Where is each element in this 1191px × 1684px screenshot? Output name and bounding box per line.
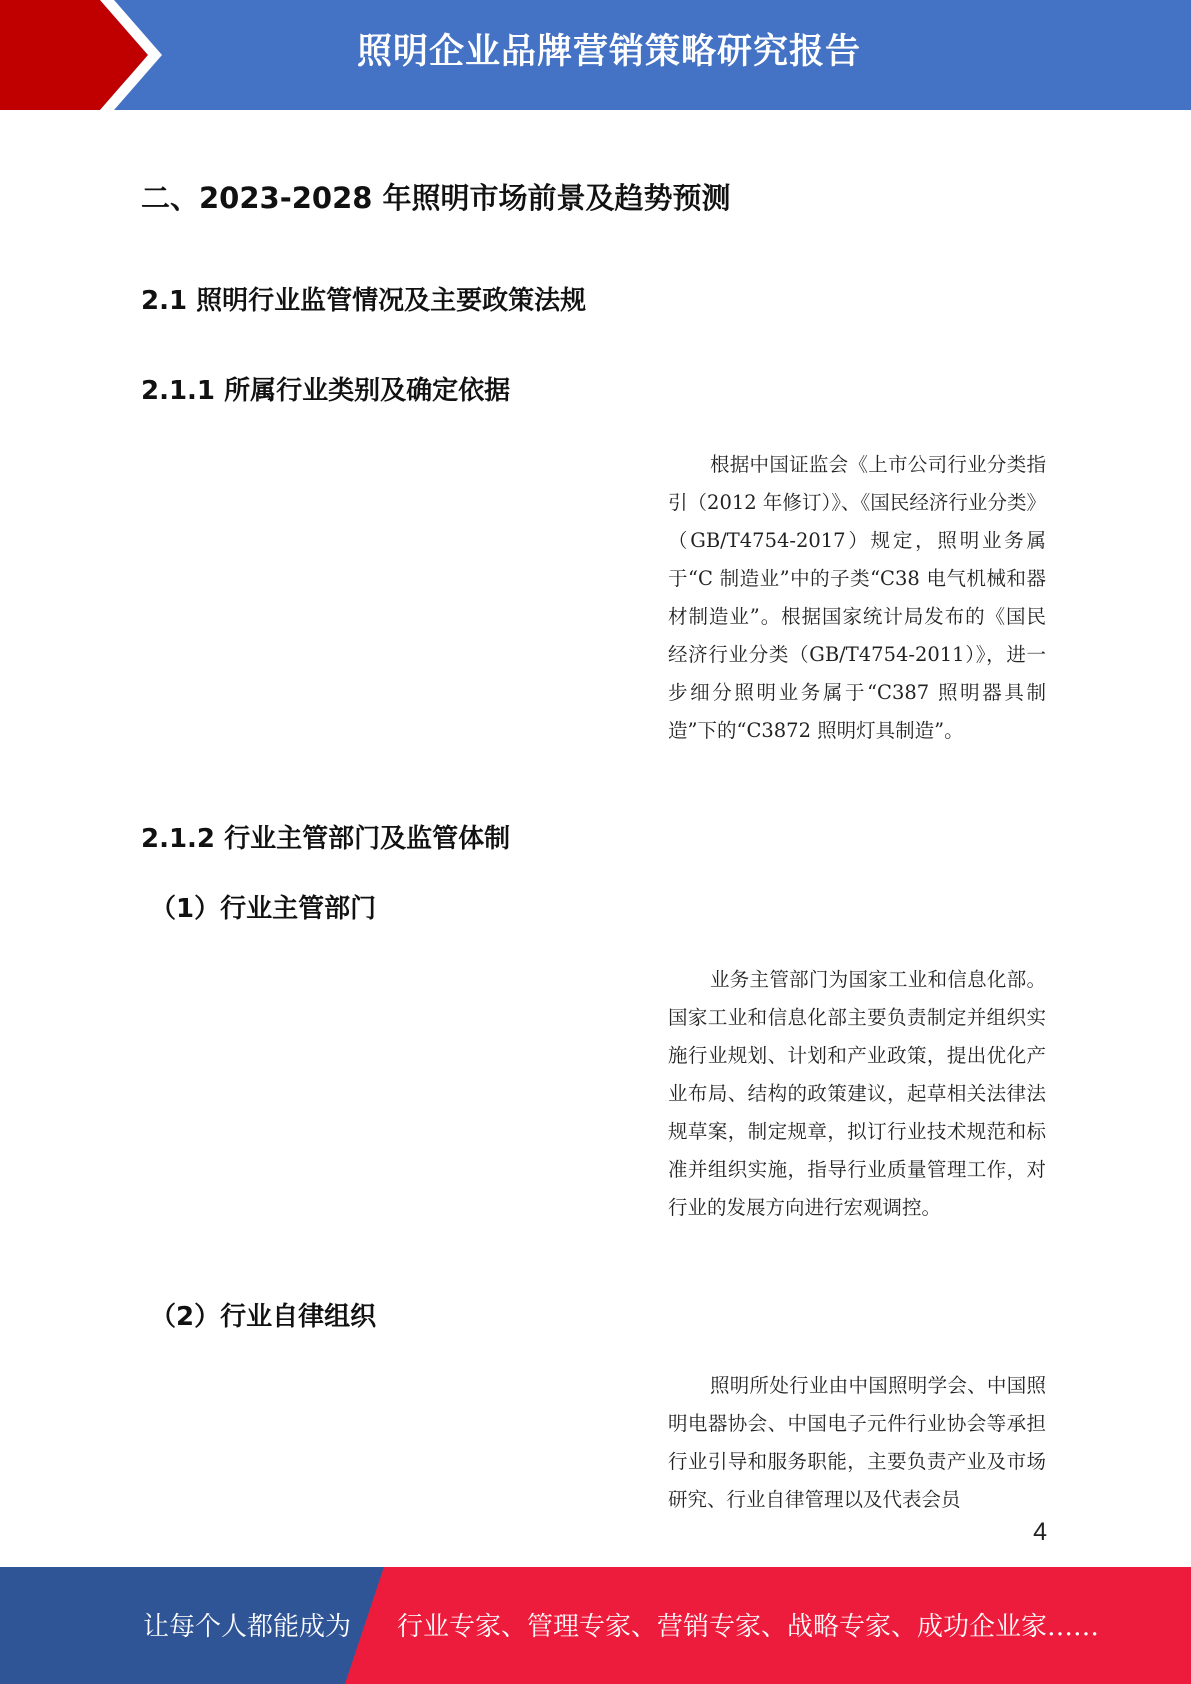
item-heading-self-regulatory-organization: （2）行业自律组织 <box>150 1302 377 1332</box>
section-heading-2-1: 2.1 照明行业监管情况及主要政策法规 <box>141 286 587 316</box>
subsection-heading-2-1-1: 2.1.1 所属行业类别及确定依据 <box>141 376 511 406</box>
item-heading-competent-department: （1）行业主管部门 <box>150 894 377 924</box>
page-footer <box>0 1567 1191 1684</box>
paragraph-industry-classification: 根据中国证监会《上市公司行业分类指引（2012 年修订）》、《国民经济行业分类》（GB/T4754-2017）规定，照明业务属于“C 制造业”中的子类“C38 电气机械和器材制造业”。根据国家统计局发布的《国民经济行业分类（GB/T4754-2011）》，进一步细分照明业务属于“C387 照明器具制造”下的“C3872 照明灯具制造”。 <box>668 453 1046 742</box>
subsection-heading-2-1-2: 2.1.2 行业主管部门及监管体制 <box>141 824 511 854</box>
paragraph-competent-department: 业务主管部门为国家工业和信息化部。国家工业和信息化部主要负责制定并组织实施行业规划、计划和产业政策，提出优化产业布局、结构的政策建议，起草相关法律法规草案，制定规章，拟订行业技术规范和标准并组织实施，指导行业质量管理工作，对行业的发展方向进行宏观调控。 <box>668 968 1046 1219</box>
chapter-heading: 二、2023-2028 年照明市场前景及趋势预测 <box>141 181 731 215</box>
report-title: 照明企业品牌营销策略研究报告 <box>356 32 861 72</box>
footer-slogan-right: 行业专家、管理专家、营销专家、战略专家、成功企业家…… <box>397 1612 1100 1642</box>
footer-slogan-left: 让每个人都能成为 <box>143 1612 352 1642</box>
page-number: 4 <box>1033 1518 1047 1546</box>
page-header <box>0 0 1191 110</box>
paragraph-self-regulatory-organization: 照明所处行业由中国照明学会、中国照明电器协会、中国电子元件行业协会等承担行业引导和服务职能，主要负责产业及市场研究、行业自律管理以及代表会员 <box>668 1374 1046 1511</box>
